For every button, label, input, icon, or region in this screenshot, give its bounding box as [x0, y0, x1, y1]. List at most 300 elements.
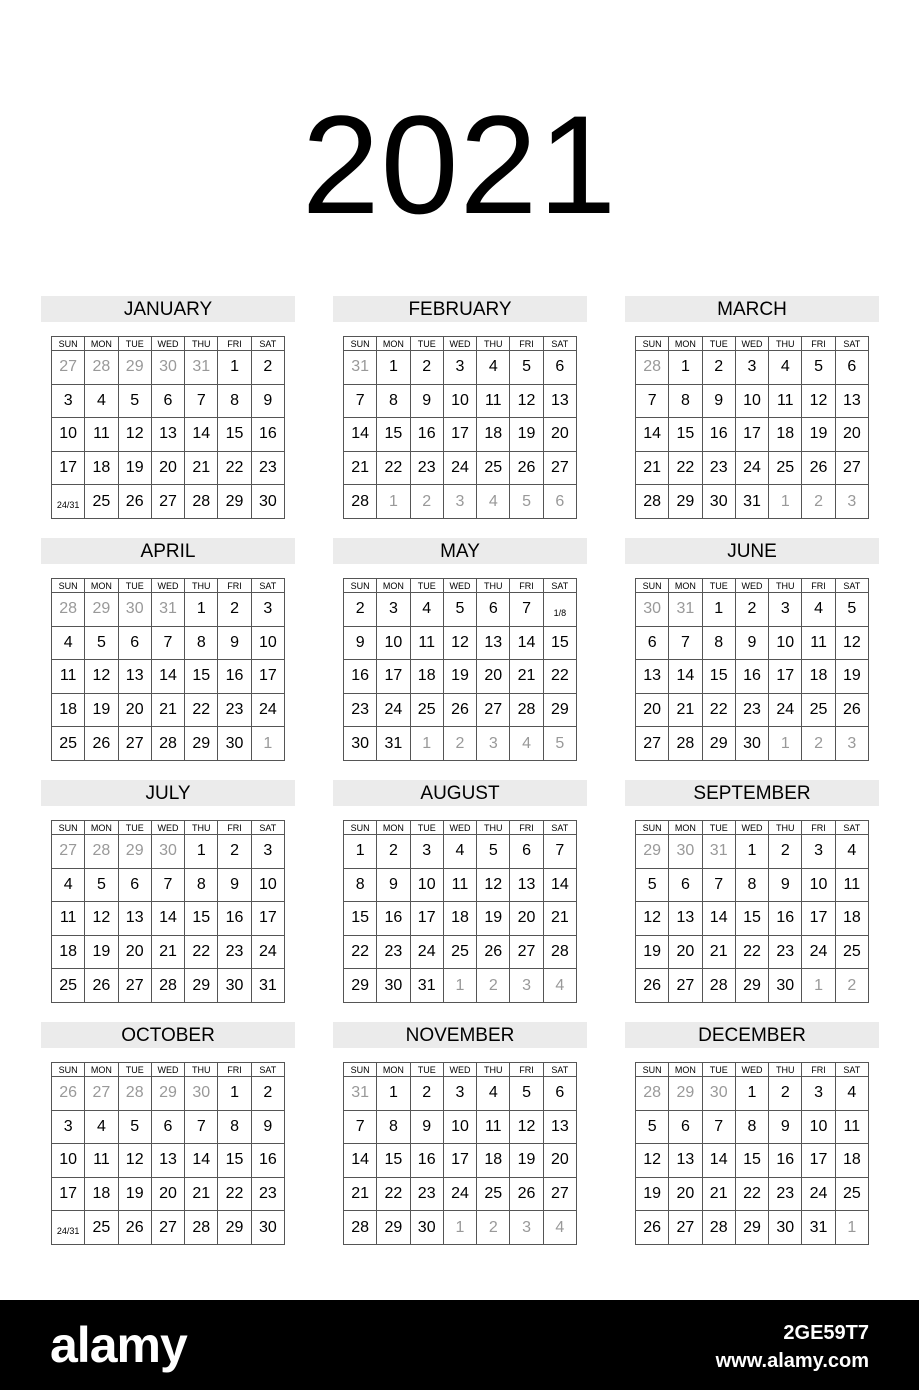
- week-row: [52, 935, 285, 969]
- day-cell: 5: [636, 868, 669, 902]
- weekday-label: SUN: [52, 337, 85, 351]
- day-cell: 8: [344, 868, 377, 902]
- weekday-label: WED: [151, 1063, 184, 1077]
- day-cell: 26: [510, 1177, 543, 1211]
- day-cell: 17: [377, 660, 410, 694]
- week-row: [636, 626, 869, 660]
- week-row: [636, 485, 869, 519]
- day-cell: 28: [185, 1211, 218, 1245]
- day-cell-other-month: 29: [669, 1077, 702, 1111]
- day-cell: 23: [702, 451, 735, 485]
- week-row: [52, 351, 285, 385]
- day-cell: 14: [543, 868, 576, 902]
- day-cell-other-month: 31: [702, 835, 735, 869]
- day-cell: 18: [85, 1177, 118, 1211]
- day-cell: 20: [835, 418, 868, 452]
- day-cell: 17: [735, 418, 768, 452]
- day-cell-other-month: 29: [151, 1077, 184, 1111]
- day-cell: 5: [118, 384, 151, 418]
- day-cell: 13: [543, 1110, 576, 1144]
- day-cell: 25: [835, 935, 868, 969]
- week-row: [636, 1110, 869, 1144]
- weekday-label: THU: [185, 579, 218, 593]
- day-cell: 4: [443, 835, 476, 869]
- day-cell: 11: [443, 868, 476, 902]
- day-cell: 7: [702, 1110, 735, 1144]
- day-cell: 27: [118, 727, 151, 761]
- weekday-label: FRI: [802, 1063, 835, 1077]
- day-cell: 28: [185, 485, 218, 519]
- day-cell: 25: [477, 451, 510, 485]
- month-october: [41, 1022, 295, 1252]
- day-cell: 25: [85, 485, 118, 519]
- day-cell: 5: [510, 1077, 543, 1111]
- day-cell: 16: [769, 902, 802, 936]
- day-cell: 3: [802, 1077, 835, 1111]
- weekday-label: WED: [443, 579, 476, 593]
- day-cell: 17: [251, 902, 284, 936]
- month-may: [333, 538, 587, 768]
- day-cell: 8: [669, 384, 702, 418]
- day-cell: 13: [636, 660, 669, 694]
- day-cell: 15: [377, 418, 410, 452]
- day-cell: 31: [802, 1211, 835, 1245]
- day-cell: 7: [510, 593, 543, 627]
- weekday-label: MON: [85, 579, 118, 593]
- weekday-label: SUN: [52, 579, 85, 593]
- week-row: [344, 1144, 577, 1178]
- day-cell: 28: [344, 1211, 377, 1245]
- day-cell: 17: [443, 418, 476, 452]
- day-cell: 23: [251, 1177, 284, 1211]
- day-cell: 24/31: [52, 1211, 85, 1245]
- weekday-label: FRI: [510, 337, 543, 351]
- day-cell: 12: [636, 902, 669, 936]
- day-cell: 10: [735, 384, 768, 418]
- day-cell: 11: [769, 384, 802, 418]
- day-cell: 10: [410, 868, 443, 902]
- day-cell: 30: [218, 727, 251, 761]
- day-cell: 25: [410, 693, 443, 727]
- day-cell: 22: [702, 693, 735, 727]
- day-cell: 2: [702, 351, 735, 385]
- day-cell: 3: [769, 593, 802, 627]
- day-cell: 23: [735, 693, 768, 727]
- day-cell: 6: [118, 626, 151, 660]
- weekday-label: FRI: [802, 579, 835, 593]
- day-cell-other-month: 28: [85, 835, 118, 869]
- day-cell: 19: [443, 660, 476, 694]
- day-cell: 7: [185, 1110, 218, 1144]
- day-cell: 18: [769, 418, 802, 452]
- week-row: [344, 1110, 577, 1144]
- day-cell: 12: [443, 626, 476, 660]
- week-row: [344, 835, 577, 869]
- weekday-label: TUE: [410, 821, 443, 835]
- day-cell: 23: [344, 693, 377, 727]
- day-cell: 30: [769, 1211, 802, 1245]
- weekday-label: WED: [151, 821, 184, 835]
- day-cell: 29: [218, 485, 251, 519]
- day-cell: 2: [251, 1077, 284, 1111]
- month-title: OCTOBER: [41, 1022, 295, 1048]
- day-cell: 30: [377, 969, 410, 1003]
- day-cell: 9: [410, 1110, 443, 1144]
- day-cell: 11: [52, 902, 85, 936]
- day-cell: 4: [410, 593, 443, 627]
- weekday-label: MON: [669, 337, 702, 351]
- day-cell: 9: [218, 626, 251, 660]
- weekday-label: TUE: [410, 579, 443, 593]
- weekday-label: THU: [769, 337, 802, 351]
- day-cell: 3: [410, 835, 443, 869]
- day-cell: 9: [251, 1110, 284, 1144]
- day-cell: 5: [118, 1110, 151, 1144]
- day-cell: 6: [477, 593, 510, 627]
- day-cell-other-month: 1: [769, 727, 802, 761]
- day-cell: 23: [410, 1177, 443, 1211]
- day-cell: 1: [185, 593, 218, 627]
- weekday-label: SAT: [251, 821, 284, 835]
- day-cell: 26: [802, 451, 835, 485]
- weekday-label: WED: [735, 337, 768, 351]
- day-cell: 24: [735, 451, 768, 485]
- week-row: [52, 1077, 285, 1111]
- weekday-label: THU: [477, 1063, 510, 1077]
- weekday-label: SUN: [636, 821, 669, 835]
- day-cell-other-month: 1: [769, 485, 802, 519]
- day-cell: 24: [251, 693, 284, 727]
- day-cell: 10: [443, 384, 476, 418]
- day-cell-other-month: 3: [510, 1211, 543, 1245]
- day-cell: 28: [344, 485, 377, 519]
- day-cell: 30: [735, 727, 768, 761]
- day-cell: 4: [835, 1077, 868, 1111]
- day-cell: 19: [477, 902, 510, 936]
- week-row: [344, 935, 577, 969]
- weekday-label: SUN: [636, 337, 669, 351]
- day-cell: 19: [802, 418, 835, 452]
- day-cell: 20: [118, 693, 151, 727]
- week-row: [344, 593, 577, 627]
- day-cell: 9: [218, 868, 251, 902]
- weekday-label: MON: [85, 337, 118, 351]
- day-cell: 2: [410, 1077, 443, 1111]
- day-cell: 4: [802, 593, 835, 627]
- day-cell-other-month: 28: [52, 593, 85, 627]
- day-cell: 16: [251, 418, 284, 452]
- day-cell: 23: [218, 935, 251, 969]
- day-cell: 10: [802, 868, 835, 902]
- weekday-label: TUE: [118, 579, 151, 593]
- day-cell-other-month: 1: [443, 1211, 476, 1245]
- day-cell: 24: [410, 935, 443, 969]
- day-cell: 16: [251, 1144, 284, 1178]
- day-cell: 29: [669, 485, 702, 519]
- day-cell: 15: [669, 418, 702, 452]
- week-row: [636, 1144, 869, 1178]
- day-cell: 29: [377, 1211, 410, 1245]
- weekday-label: TUE: [118, 1063, 151, 1077]
- day-cell: 7: [151, 868, 184, 902]
- day-cell: 10: [769, 626, 802, 660]
- day-cell: 6: [151, 384, 184, 418]
- day-cell-other-month: 2: [802, 485, 835, 519]
- day-cell: 14: [669, 660, 702, 694]
- day-cell: 30: [218, 969, 251, 1003]
- day-cell: 29: [344, 969, 377, 1003]
- day-cell: 25: [85, 1211, 118, 1245]
- month-grid: [635, 1062, 869, 1245]
- day-cell: 22: [377, 1177, 410, 1211]
- day-cell-other-month: 3: [835, 727, 868, 761]
- day-cell: 1: [669, 351, 702, 385]
- day-cell: 21: [702, 1177, 735, 1211]
- month-march: [625, 296, 879, 526]
- day-cell: 13: [669, 1144, 702, 1178]
- weekday-header-row: [52, 579, 285, 593]
- day-cell: 16: [218, 902, 251, 936]
- weekday-header-row: [52, 1063, 285, 1077]
- day-cell: 7: [344, 384, 377, 418]
- day-cell: 3: [443, 351, 476, 385]
- day-cell: 12: [510, 384, 543, 418]
- day-cell: 12: [835, 626, 868, 660]
- day-cell: 14: [344, 418, 377, 452]
- day-cell: 26: [85, 969, 118, 1003]
- weekday-header-row: [636, 821, 869, 835]
- day-cell: 21: [151, 935, 184, 969]
- day-cell: 25: [443, 935, 476, 969]
- day-cell-other-month: 31: [669, 593, 702, 627]
- day-cell: 31: [251, 969, 284, 1003]
- day-cell-other-month: 3: [835, 485, 868, 519]
- day-cell: 20: [151, 451, 184, 485]
- day-cell: 16: [769, 1144, 802, 1178]
- week-row: [636, 351, 869, 385]
- month-title: MAY: [333, 538, 587, 564]
- day-cell: 1: [218, 351, 251, 385]
- day-cell: 16: [344, 660, 377, 694]
- day-cell: 8: [735, 868, 768, 902]
- day-cell: 26: [118, 1211, 151, 1245]
- month-title: JULY: [41, 780, 295, 806]
- week-row: [52, 626, 285, 660]
- week-row: [344, 351, 577, 385]
- weekday-header-row: [344, 821, 577, 835]
- day-cell: 22: [543, 660, 576, 694]
- day-cell: 2: [344, 593, 377, 627]
- weekday-label: SUN: [52, 1063, 85, 1077]
- day-cell: 10: [802, 1110, 835, 1144]
- week-row: [52, 868, 285, 902]
- week-row: [636, 418, 869, 452]
- day-cell: 4: [835, 835, 868, 869]
- site-url: www.alamy.com: [715, 1350, 869, 1372]
- day-cell: 12: [85, 902, 118, 936]
- weekday-label: SUN: [636, 579, 669, 593]
- day-cell: 11: [52, 660, 85, 694]
- month-grid: [51, 578, 285, 761]
- week-row: [636, 902, 869, 936]
- day-cell: 8: [702, 626, 735, 660]
- weekday-label: SAT: [251, 579, 284, 593]
- day-cell: 6: [543, 1077, 576, 1111]
- day-cell-other-month: 30: [702, 1077, 735, 1111]
- day-cell: 24/31: [52, 485, 85, 519]
- day-cell: 20: [477, 660, 510, 694]
- day-cell: 18: [835, 902, 868, 936]
- day-cell: 26: [636, 969, 669, 1003]
- day-cell: 16: [377, 902, 410, 936]
- day-cell-other-month: 29: [118, 351, 151, 385]
- weekday-label: WED: [151, 579, 184, 593]
- day-cell: 24: [377, 693, 410, 727]
- day-cell: 31: [735, 485, 768, 519]
- weekday-label: SAT: [835, 337, 868, 351]
- day-cell: 29: [185, 969, 218, 1003]
- week-row: [52, 660, 285, 694]
- day-cell: 23: [251, 451, 284, 485]
- weekday-label: THU: [769, 579, 802, 593]
- day-cell: 6: [118, 868, 151, 902]
- day-cell: 6: [510, 835, 543, 869]
- day-cell: 16: [410, 418, 443, 452]
- weekday-label: FRI: [510, 1063, 543, 1077]
- day-cell: 15: [185, 902, 218, 936]
- weekday-label: FRI: [218, 821, 251, 835]
- day-cell: 13: [669, 902, 702, 936]
- day-cell: 18: [410, 660, 443, 694]
- day-cell: 5: [443, 593, 476, 627]
- month-title: JUNE: [625, 538, 879, 564]
- day-cell-other-month: 2: [410, 485, 443, 519]
- day-cell: 2: [769, 835, 802, 869]
- month-july: [41, 780, 295, 1010]
- day-cell: 2: [735, 593, 768, 627]
- weekday-label: THU: [769, 821, 802, 835]
- weekday-label: FRI: [802, 337, 835, 351]
- day-cell: 20: [543, 1144, 576, 1178]
- day-cell: 8: [377, 384, 410, 418]
- week-row: [344, 969, 577, 1003]
- day-cell-other-month: 31: [151, 593, 184, 627]
- day-cell: 11: [802, 626, 835, 660]
- day-cell: 9: [344, 626, 377, 660]
- day-cell: 24: [443, 451, 476, 485]
- week-row: [636, 969, 869, 1003]
- day-cell: 26: [118, 485, 151, 519]
- weekday-label: SAT: [543, 1063, 576, 1077]
- day-cell: 4: [477, 351, 510, 385]
- month-november: [333, 1022, 587, 1252]
- day-cell-other-month: 4: [510, 727, 543, 761]
- week-row: [636, 1077, 869, 1111]
- day-cell: 26: [443, 693, 476, 727]
- day-cell: 11: [477, 384, 510, 418]
- day-cell: 17: [769, 660, 802, 694]
- day-cell: 20: [151, 1177, 184, 1211]
- day-cell: 28: [702, 969, 735, 1003]
- month-august: [333, 780, 587, 1010]
- week-row: [344, 693, 577, 727]
- day-cell: 31: [410, 969, 443, 1003]
- day-cell: 9: [769, 1110, 802, 1144]
- day-cell: 17: [52, 451, 85, 485]
- month-title: DECEMBER: [625, 1022, 879, 1048]
- day-cell-other-month: 30: [151, 835, 184, 869]
- month-april: [41, 538, 295, 768]
- day-cell: 4: [769, 351, 802, 385]
- day-cell: 2: [410, 351, 443, 385]
- weekday-header-row: [344, 579, 577, 593]
- weekday-label: TUE: [702, 337, 735, 351]
- week-row: [52, 384, 285, 418]
- day-cell: 1: [735, 1077, 768, 1111]
- day-cell-other-month: 6: [543, 485, 576, 519]
- weekday-label: TUE: [118, 337, 151, 351]
- day-cell: 28: [151, 727, 184, 761]
- day-cell: 9: [251, 384, 284, 418]
- day-cell: 21: [185, 1177, 218, 1211]
- day-cell: 31: [377, 727, 410, 761]
- week-row: [52, 1177, 285, 1211]
- day-cell: 22: [669, 451, 702, 485]
- day-cell: 15: [543, 626, 576, 660]
- day-cell-other-month: 1: [802, 969, 835, 1003]
- weekday-label: TUE: [702, 1063, 735, 1077]
- day-cell: 11: [477, 1110, 510, 1144]
- day-cell: 21: [543, 902, 576, 936]
- day-cell: 18: [835, 1144, 868, 1178]
- day-cell: 17: [443, 1144, 476, 1178]
- day-cell: 19: [636, 935, 669, 969]
- day-cell: 18: [443, 902, 476, 936]
- day-cell: 16: [218, 660, 251, 694]
- day-cell: 8: [377, 1110, 410, 1144]
- weekday-label: THU: [185, 1063, 218, 1077]
- week-row: [52, 835, 285, 869]
- month-february: [333, 296, 587, 526]
- weekday-label: THU: [185, 337, 218, 351]
- month-grid: [343, 820, 577, 1003]
- day-cell: 29: [543, 693, 576, 727]
- day-cell: 25: [769, 451, 802, 485]
- day-cell: 23: [769, 1177, 802, 1211]
- week-row: [52, 485, 285, 519]
- weekday-header-row: [52, 821, 285, 835]
- day-cell: 22: [735, 1177, 768, 1211]
- day-cell: 15: [702, 660, 735, 694]
- weekday-label: WED: [735, 1063, 768, 1077]
- day-cell: 18: [477, 1144, 510, 1178]
- day-cell-other-month: 5: [510, 485, 543, 519]
- day-cell: 21: [344, 1177, 377, 1211]
- day-cell-other-month: 4: [543, 1211, 576, 1245]
- day-cell: 21: [151, 693, 184, 727]
- day-cell: 3: [251, 835, 284, 869]
- weekday-label: TUE: [702, 579, 735, 593]
- day-cell: 22: [185, 693, 218, 727]
- month-grid: [635, 820, 869, 1003]
- day-cell: 30: [410, 1211, 443, 1245]
- weekday-label: MON: [669, 579, 702, 593]
- day-cell: 10: [52, 1144, 85, 1178]
- month-december: [625, 1022, 879, 1252]
- day-cell: 27: [118, 969, 151, 1003]
- day-cell: 20: [636, 693, 669, 727]
- day-cell: 4: [52, 868, 85, 902]
